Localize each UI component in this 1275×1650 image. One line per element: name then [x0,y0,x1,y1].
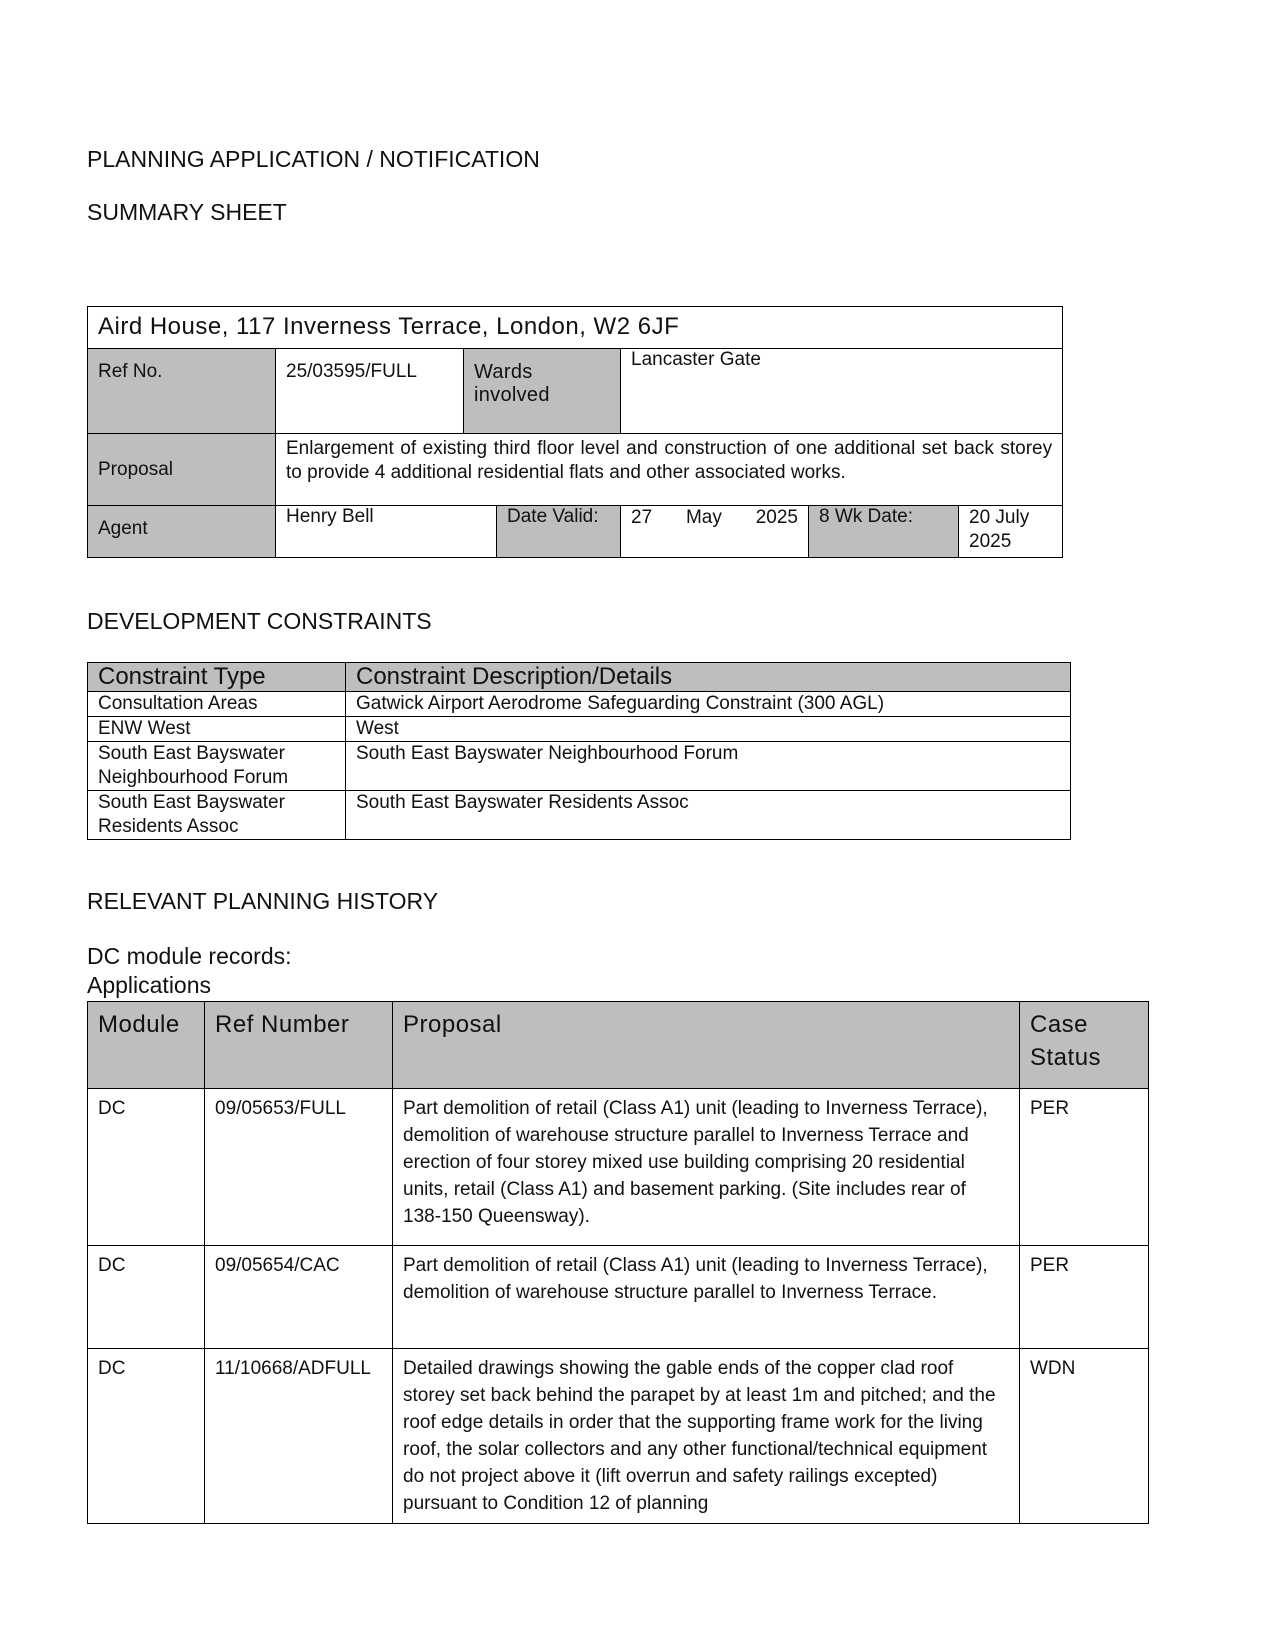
constraint-description: South East Bayswater Residents Assoc [346,791,1071,840]
summary-table [87,306,1063,558]
history-module: DC [88,1349,205,1524]
table-row [88,1246,1149,1349]
constraint-type: ENW West [88,717,346,742]
constraint-description: Gatwick Airport Aerodrome Safeguarding Constraint (300 AGL) [346,692,1071,717]
date-valid-label: Date Valid: [497,506,621,558]
wk8-date-label: 8 Wk Date: [809,506,959,558]
ref-number-header: Ref Number [205,1002,393,1089]
history-status: WDN [1020,1349,1149,1524]
history-heading: RELEVANT PLANNING HISTORY [87,888,439,914]
table-row [88,1349,1149,1524]
page-title: PLANNING APPLICATION / NOTIFICATION [87,146,540,172]
dc-module-label: DC module records: [87,943,292,969]
history-ref: 09/05653/FULL [205,1089,393,1246]
table-row [88,717,1071,742]
history-status: PER [1020,1246,1149,1349]
table-row [88,692,1071,717]
constraint-type: South East Bayswater Residents Assoc [88,791,346,840]
proposal-header: Proposal [393,1002,1020,1089]
ref-label: Ref No. [88,349,276,434]
proposal-label: Proposal [88,434,276,506]
ref-value: 25/03595/FULL [276,349,464,434]
constraint-description: West [346,717,1071,742]
table-row [88,1089,1149,1246]
site-address: Aird House, 117 Inverness Terrace, London, W2 6JF [88,307,1063,349]
table-row [88,742,1071,791]
applications-label: Applications [87,972,212,998]
case-status-header: Case Status [1020,1002,1149,1089]
wk8-date-value: 20 July 2025 [959,506,1063,558]
wards-label: Wards involved [464,349,621,434]
history-status: PER [1020,1089,1149,1246]
constraints-heading: DEVELOPMENT CONSTRAINTS [87,608,432,634]
constraint-type: South East Bayswater Neighbourhood Forum [88,742,346,791]
table-row [88,791,1071,840]
history-ref: 11/10668/ADFULL [205,1349,393,1524]
constraints-table [87,662,1071,840]
proposal-value: Enlargement of existing third floor level and construction of one additional set back storey to provide 4 additional residential flats and other associated works. [276,434,1063,506]
agent-label: Agent [88,506,276,558]
history-ref: 09/05654/CAC [205,1246,393,1349]
agent-value: Henry Bell [276,506,497,558]
module-header: Module [88,1002,205,1089]
history-proposal: Part demolition of retail (Class A1) unit (leading to Inverness Terrace), demolition of warehouse structure parallel to Inverness Terrace and erection of four storey mixed use building comprising 20 residential units, retail (Class A1) and basement parking. (Site includes rear of 138-150 Queensway). [393,1089,1020,1246]
constraint-description: South East Bayswater Neighbourhood Forum [346,742,1071,791]
constraint-type-header: Constraint Type [88,663,346,692]
history-proposal: Detailed drawings showing the gable ends of the copper clad roof storey set back behind the parapet by at least 1m and pitched; and the roof edge details in order that the supporting frame work for the living roof, the solar collectors and any other functional/technical equipment do not project above it (lift overrun and safety railings excepted) pursuant to Condition 12 of planning [393,1349,1020,1524]
constraint-description-header: Constraint Description/Details [346,663,1071,692]
constraint-type: Consultation Areas [88,692,346,717]
history-module: DC [88,1089,205,1246]
history-module: DC [88,1246,205,1349]
date-valid-value: 27 May 2025 [621,506,809,558]
wards-value: Lancaster Gate [621,349,1063,434]
history-proposal: Part demolition of retail (Class A1) unit (leading to Inverness Terrace), demolition of warehouse structure parallel to Inverness Terrace. [393,1246,1020,1349]
history-table [87,1001,1149,1524]
page-subtitle: SUMMARY SHEET [87,199,287,225]
